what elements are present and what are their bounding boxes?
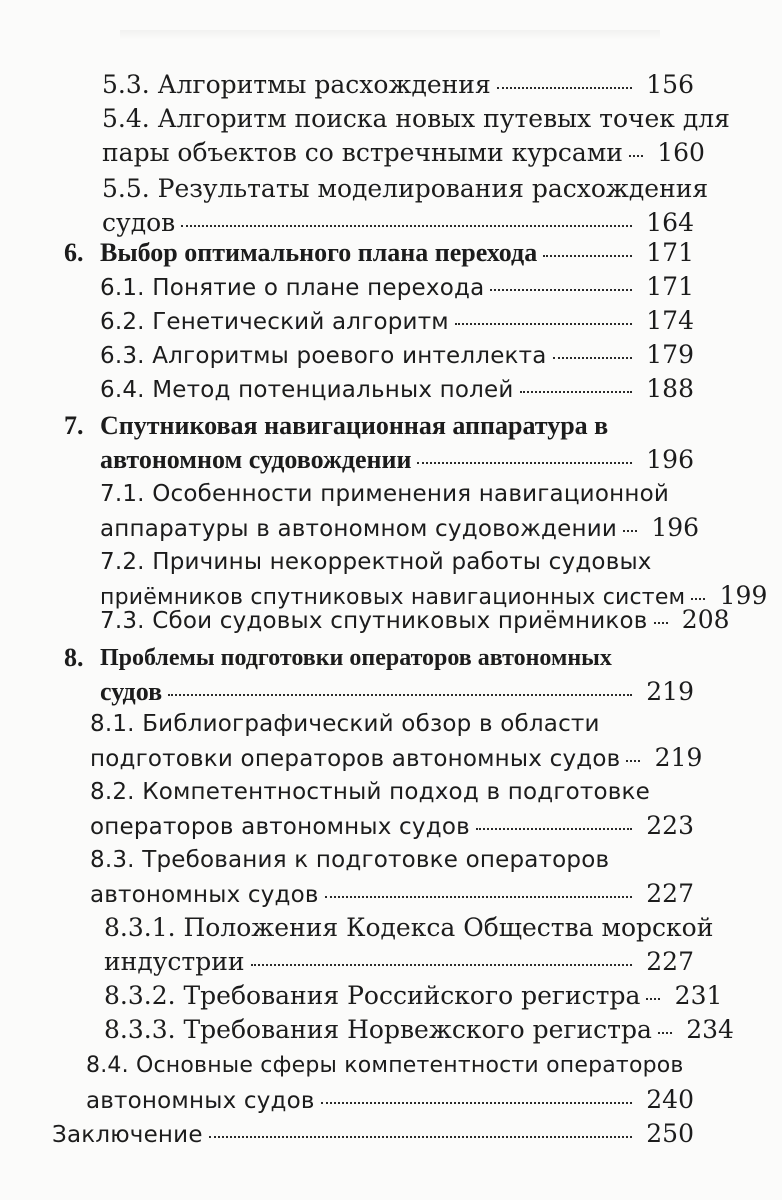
- toc-entry-title-continued: судов: [102, 208, 176, 237]
- dot-leader: [181, 225, 632, 227]
- toc-entry-title-continued: подготовки операторов автономных судов: [90, 746, 621, 772]
- toc-page-number: 188: [646, 374, 694, 403]
- toc-entry-title: 6.2. Генетический алгоритм: [100, 309, 449, 335]
- dot-leader: [646, 998, 660, 1000]
- toc-entry-title: 6.3. Алгоритмы роевого интеллекта: [100, 343, 547, 369]
- toc-chapter-title: Выбор оптимального плана перехода: [100, 238, 538, 267]
- toc-entry-title-continued: автономных судов: [90, 882, 319, 908]
- toc-page-number: 223: [646, 811, 694, 840]
- toc-entry: [100, 477, 700, 546]
- dot-leader: [209, 1136, 632, 1138]
- toc-chapter-title: Проблемы подготовки операторов автономных: [100, 645, 612, 671]
- toc-page-number: 171: [646, 272, 694, 301]
- dot-leader: [629, 155, 643, 157]
- toc-page-number: 219: [654, 743, 703, 772]
- toc-entry-title: 5.4. Алгоритм поиска новых путевых точек для: [102, 104, 730, 133]
- toc-page-number: 160: [657, 138, 705, 167]
- toc-page-number: 196: [646, 445, 694, 474]
- toc-page-number: 179: [646, 340, 694, 369]
- dot-leader: [476, 828, 632, 830]
- dot-leader: [691, 598, 705, 600]
- toc-page-number: 227: [646, 879, 694, 908]
- dot-leader: [654, 622, 668, 624]
- toc-entry-title: 7.2. Причины некорректной работы судовых: [100, 549, 652, 575]
- toc-page-number: 227: [646, 947, 694, 976]
- toc-entry-title-continued: операторов автономных судов: [90, 814, 470, 840]
- dot-leader: [251, 964, 632, 966]
- toc-page-number: 196: [651, 513, 700, 542]
- dot-leader: [168, 694, 632, 696]
- toc-chapter-entry: [100, 236, 694, 270]
- toc-entry: [90, 843, 694, 912]
- toc-entry-title-continued: приёмников спутниковых навигационных систем: [100, 585, 686, 610]
- toc-chapter-title-continued: судов: [100, 677, 163, 706]
- dot-leader: [325, 896, 632, 898]
- toc-entry: [104, 1013, 734, 1047]
- dot-leader: [321, 1102, 632, 1104]
- toc-chapter-title-continued: автономном судовождении: [100, 445, 412, 474]
- dot-leader: [520, 391, 632, 393]
- dot-leader: [497, 87, 632, 89]
- toc-entry: [100, 338, 694, 373]
- toc-entry: [100, 304, 694, 339]
- toc-entry: [102, 102, 730, 170]
- toc-entry-conclusion: [52, 1117, 694, 1152]
- toc-entry-title-continued: автономных судов: [86, 1088, 315, 1114]
- toc-entry: [100, 372, 694, 407]
- toc-chapter-entry: [100, 641, 694, 709]
- toc-entry-title: 7.1. Особенности применения навигационной: [100, 481, 669, 507]
- toc-entry: [102, 172, 709, 240]
- toc-entry-title: 5.5. Результаты моделирования расхождения: [102, 174, 709, 203]
- toc-page-number: 199: [719, 581, 768, 610]
- dot-leader: [626, 760, 640, 762]
- dot-leader: [490, 289, 632, 291]
- toc-entry-title: 8.3.3. Требования Норвежского регистра: [104, 1015, 652, 1044]
- chapter-number: 6.: [64, 238, 84, 267]
- toc-page-number: 164: [646, 208, 694, 237]
- toc-page-number: 219: [646, 677, 694, 706]
- toc-page-number: 171: [646, 238, 694, 267]
- toc-page-number: 240: [646, 1085, 694, 1114]
- chapter-number: 7.: [64, 411, 84, 440]
- toc-entry-title: 6.4. Метод потенциальных полей: [100, 377, 514, 403]
- toc-entry: [100, 270, 694, 305]
- toc-entry-title: 8.4. Основные сферы компетентности операторов: [86, 1053, 684, 1078]
- toc-entry-title: 8.3. Требования к подготовке операторов: [90, 847, 610, 873]
- dot-leader: [658, 1032, 672, 1034]
- bleed-through-shadow: [120, 30, 660, 40]
- toc-entry-title: 8.3.1. Положения Кодекса Общества морской: [104, 913, 714, 942]
- toc-entry: [104, 911, 714, 979]
- toc-entry-title-continued: индустрии: [104, 947, 245, 976]
- chapter-number: 8.: [64, 643, 84, 672]
- toc-entry-title-continued: пары объектов со встречными курсами: [102, 138, 623, 167]
- toc-chapter-entry: [100, 409, 694, 477]
- dot-leader: [417, 462, 632, 464]
- toc-page-number: 208: [681, 605, 730, 634]
- dot-leader: [543, 255, 632, 257]
- toc-entry: [90, 707, 703, 776]
- toc-entry-title: 7.3. Сбои судовых спутниковых приёмников: [100, 608, 648, 634]
- toc-entry-title: 8.1. Библиографический обзор в области: [90, 711, 600, 737]
- toc-entry: [90, 775, 694, 844]
- toc-page-number: 156: [646, 70, 694, 99]
- toc-page-number: 174: [646, 306, 694, 335]
- dot-leader: [553, 357, 632, 359]
- toc-entry-title: 8.3.2. Требования Российского регистра: [104, 981, 641, 1010]
- toc-page-number: 234: [686, 1015, 734, 1044]
- dot-leader: [623, 530, 637, 532]
- toc-entry: [86, 1049, 694, 1118]
- toc-entry-title: 5.3. Алгоритмы расхождения: [102, 70, 491, 99]
- toc-page-number: 231: [674, 981, 723, 1010]
- toc-entry-title: Заключение: [52, 1122, 203, 1148]
- dot-leader: [455, 323, 632, 325]
- toc-chapter-title: Спутниковая навигационная аппаратура в: [100, 411, 609, 440]
- toc-page-number: 250: [646, 1119, 694, 1148]
- toc-entry: [104, 979, 723, 1013]
- toc-entry-title: 8.2. Компетентностный подход в подготовке: [90, 779, 650, 805]
- toc-entry: [100, 603, 730, 638]
- toc-entry: [102, 68, 694, 102]
- toc-entry-title-continued: аппаратуры в автономном судовождении: [100, 516, 618, 542]
- toc-entry-title: 6.1. Понятие о плане перехода: [100, 275, 485, 301]
